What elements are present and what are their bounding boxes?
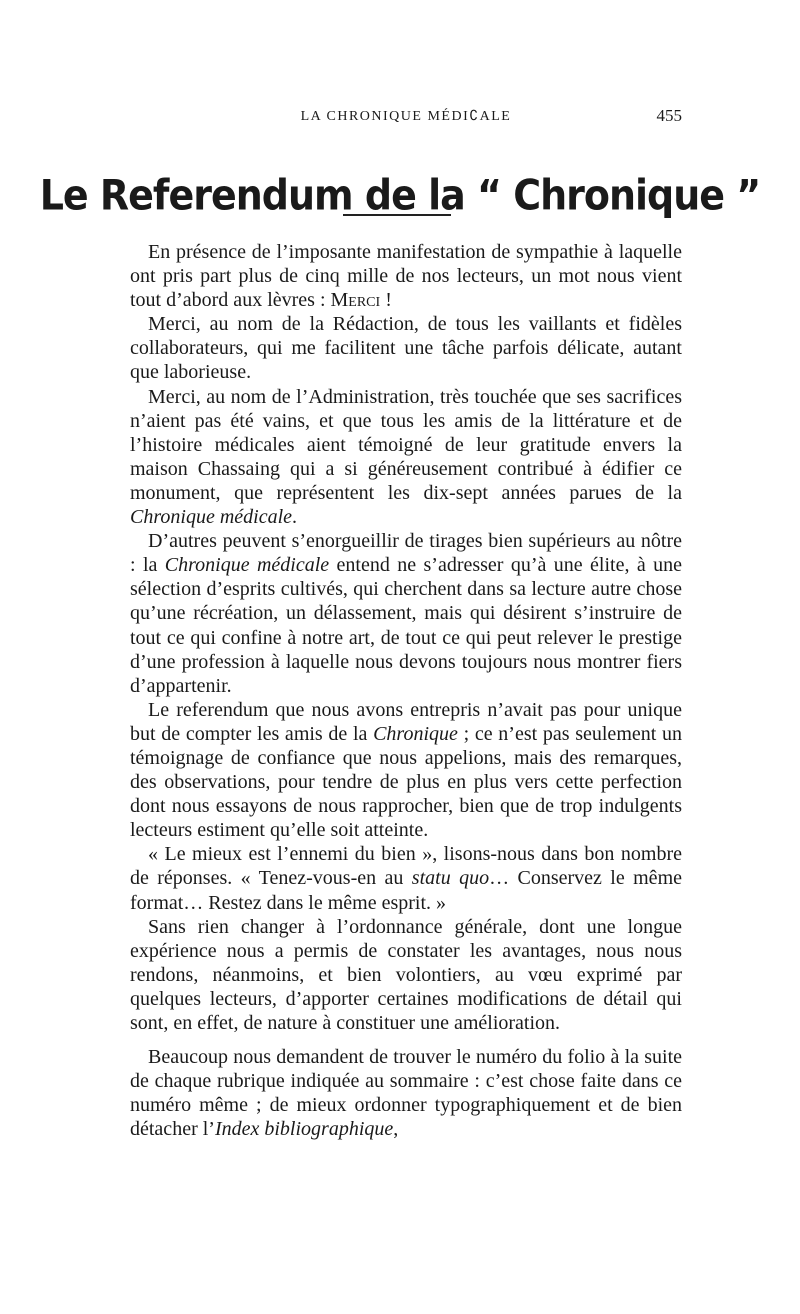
merci-smallcaps: Merci <box>330 289 381 312</box>
running-head <box>130 108 682 132</box>
article-title: Le Referendum de la “ Chronique ” <box>39 171 761 220</box>
page-number: 455 <box>656 106 682 125</box>
paragraph-3: Merci, au nom de l’Administration, très touchée que ses sacrifices n’aient pas été vains, et que tous les amis de la littérature et de l’histoire médicales aient témoigné de leur gratitude envers la maison Chassaing qui a si généreusement contribué à édifier ce monument, que représentent les dix-sept années parues de la Chronique médicale. <box>130 385 682 529</box>
italic-chronique: Chronique <box>373 722 458 745</box>
title-rule <box>343 214 451 216</box>
italic-index-bibliographique: Index bibliographique <box>214 1118 394 1141</box>
paragraph-2: Merci, au nom de la Rédaction, de tous les vaillants et fidèles collaborateurs, qui me facilitent une tâche parfois délicate, autant que laborieuse. <box>130 313 682 384</box>
italic-chronique-medicale: Chronique médicale <box>164 554 330 577</box>
italic-statu-quo: statu quo <box>411 867 490 890</box>
article-body <box>130 240 682 1141</box>
paragraph-1: En présence de l’imposante manifestation de sympathie à laquelle ont pris part plus de cinq mille de nos lecteurs, un mot nous vient tout d’abord aux lèvres : Merci ! <box>130 241 682 312</box>
paragraph-5: Le referendum que nous avons entrepris n’avait pas pour unique but de compter les amis de la Chronique ; ce n’est pas seulement un témoignage de confiance que nous appelions, mais des remarques, des observations, pour tendre de plus en plus vers cette perfection dont nous essayons de nous rapprocher, bien que de trop indulgents lecteurs estiment qu’elle soit atteinte. <box>130 698 682 842</box>
paragraph-8: Beaucoup nous demandent de trouver le numéro du folio à la suite de chaque rubrique indiquée au sommaire : c’est chose faite dans ce numéro même ; de mieux ordonner typographiquement et de bien détacher l’Index bibliographique, <box>130 1046 682 1141</box>
running-title: LA CHRONIQUE MÉDI∁ALE <box>300 109 512 124</box>
italic-chronique-medicale: Chronique médicale <box>130 506 293 529</box>
paragraph-7: Sans rien changer à l’ordonnance générale, dont une longue expérience nous a permis de constater les avantages, nous nous rendons, néanmoins, et bien volontiers, au vœu exprimé par quelques lecteurs, d’apporter certaines modifications de détail qui sont, en effet, de nature à constituer une amélioration. <box>130 915 682 1034</box>
paragraph-6: « Le mieux est l’ennemi du bien », lisons-nous dans bon nombre de réponses. « Tenez-vous-en au statu quo… Conservez le même format… Restez dans le même esprit. » <box>130 843 682 914</box>
paragraph-4: D’autres peuvent s’enorgueillir de tirages bien supérieurs au nôtre : la Chronique médicale entend ne s’adresser qu’à une élite, à une sélection d’esprits cultivés, qui cherchent dans sa lecture autre chose qu’une récréation, un délassement, mais qui désirent s’instruire de tout ce qui confine à notre art, de tout ce qui peut relever le prestige d’une profession à laquelle nous devons toujours nous montrer fiers d’appartenir. <box>130 530 682 697</box>
